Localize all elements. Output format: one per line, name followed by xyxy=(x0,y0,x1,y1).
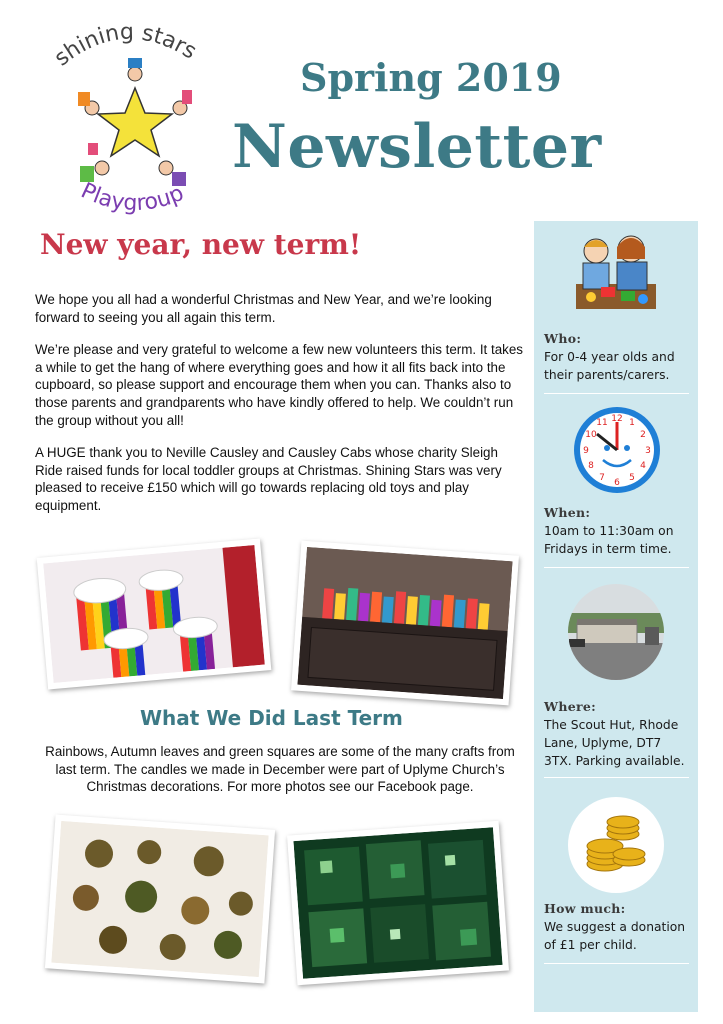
clock-number: 4 xyxy=(640,461,646,471)
info-when-label: When: xyxy=(544,505,591,520)
photo-autumn-leaves xyxy=(45,815,275,984)
article-body xyxy=(35,291,525,530)
clock-number: 8 xyxy=(588,461,594,471)
clock-number: 2 xyxy=(640,430,646,440)
info-how-much-value: We suggest a donation of £1 per child. xyxy=(544,920,686,952)
info-who xyxy=(544,331,690,384)
clock-icon xyxy=(571,404,663,496)
article-heading: New year, new term! xyxy=(40,228,362,261)
info-where xyxy=(544,699,690,770)
sidebar-divider xyxy=(544,777,689,778)
info-how-much-label: How much: xyxy=(544,901,626,916)
clock-number: 3 xyxy=(645,446,651,456)
info-who-value: For 0-4 year olds and their parents/carers. xyxy=(544,350,675,382)
newsletter-season: Spring 2019 xyxy=(300,55,562,100)
photo-candles xyxy=(291,541,519,706)
info-where-value: The Scout Hut, Rhode Lane, Uplyme, DT7 3TX. Parking available. xyxy=(544,718,685,768)
clock-number: 10 xyxy=(585,430,597,440)
photo-caption: Rainbows, Autumn leaves and green squares are some of the many crafts from last term. The candles we made in December were part of Uplyme Church’s Christmas decorations. For more photos see our Facebook page. xyxy=(45,744,515,795)
newsletter-title: Newsletter xyxy=(232,112,602,182)
article-paragraph: A HUGE thank you to Neville Causley and Causley Cabs whose charity Sleigh Ride raised funds for local toddler groups at Christmas. Shining Stars was very pleased to receive £150 which will go towards replacing old toys and play equipment. xyxy=(35,445,502,513)
info-when-value: 10am to 11:30am on Fridays in term time. xyxy=(544,524,674,556)
coins-icon xyxy=(567,796,665,894)
logo-graphic xyxy=(40,18,215,223)
info-sidebar xyxy=(534,221,698,1012)
photo-green-squares xyxy=(287,821,509,985)
clock-number: 12 xyxy=(611,414,623,424)
section-heading-last-term: What We Did Last Term xyxy=(140,706,403,730)
clock-number: 11 xyxy=(596,418,608,428)
info-when xyxy=(544,505,690,558)
clock-number: 7 xyxy=(599,473,605,483)
clock-number: 9 xyxy=(583,446,589,456)
sidebar-divider xyxy=(544,567,689,568)
article-paragraph: We’re please and very grateful to welcome a few new volunteers this term. It takes a while to get the hang of where everything goes and how it all fits back into the cupboard, so please support and encourage them when you can. Thanks also to those parents and grandparents who have kindly offered to help. We couldn’t run the group without you all! xyxy=(35,342,523,428)
clock-number: 6 xyxy=(614,478,620,488)
sidebar-divider xyxy=(544,963,689,964)
clock-number: 1 xyxy=(629,418,635,428)
shining-stars-logo xyxy=(40,18,215,223)
photo-rainbow-crafts xyxy=(37,538,272,689)
info-where-label: Where: xyxy=(544,699,597,714)
scout-hut-photo xyxy=(567,583,665,681)
logo-top-text: shining stars xyxy=(49,19,201,72)
sidebar-divider xyxy=(544,393,689,394)
parents-children-illustration xyxy=(571,229,661,324)
logo-bottom-text: Playgroup xyxy=(76,178,188,217)
info-how-much xyxy=(544,901,690,954)
info-who-label: Who: xyxy=(544,331,582,346)
article-paragraph: We hope you all had a wonderful Christmas and New Year, and we’re looking forward to seeing you all again this term. xyxy=(35,292,492,325)
clock-number: 5 xyxy=(629,473,635,483)
